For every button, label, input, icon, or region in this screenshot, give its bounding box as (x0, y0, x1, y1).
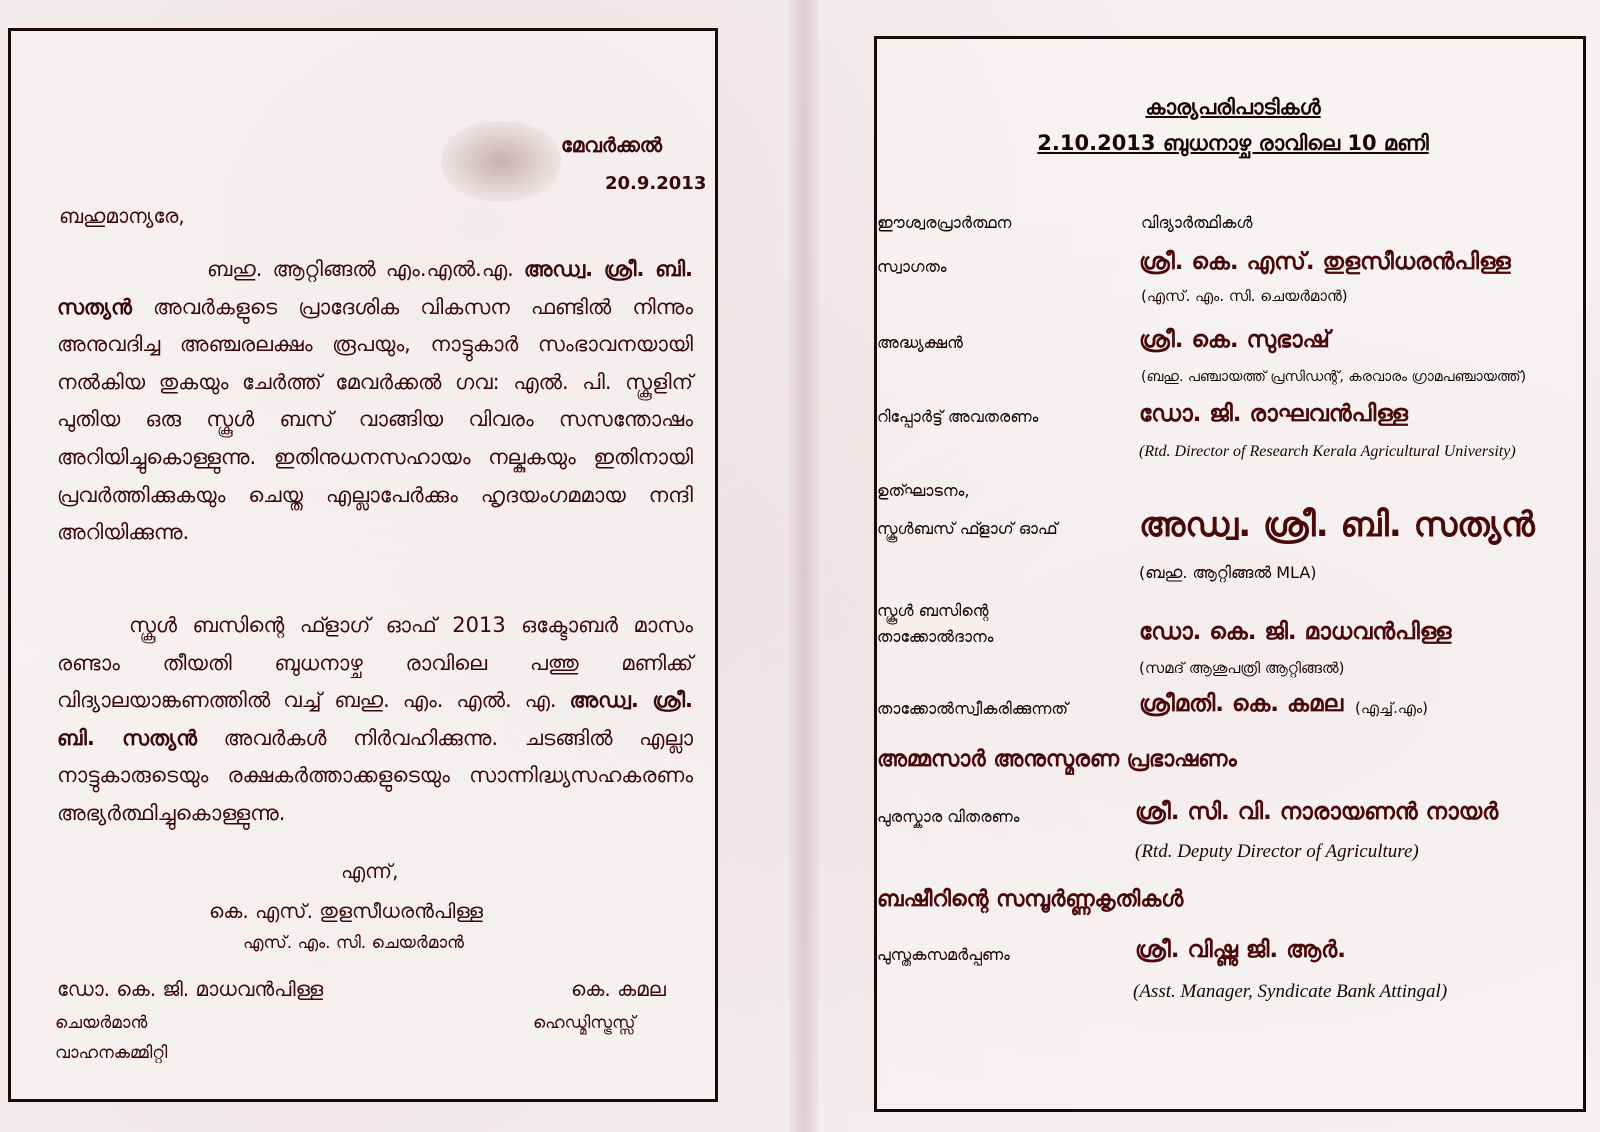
closing: എന്ന്, (341, 859, 399, 883)
program-title: കാര്യപരിപാടികൾ (1145, 95, 1321, 119)
item-value-keyhandover: ഡോ. കെ. ജി. മാധവൻപിള്ള (1139, 619, 1452, 645)
item-label-report: റിപ്പോർട്ട് അവതരണം (877, 407, 1039, 426)
item-label-prayer: ഈശ്വരപ്രാർത്ഥന (877, 213, 1012, 232)
para2-text-start: സ്കൂൾ ബസിന്റെ ഫ്ളാഗ് ഓഫ് 2013 ഒക്ടോബർ മാസം രണ്ടാം തീയതി ബുധനാഴ്ച രാവിലെ പത്തു മണിക്ക് വിദ്യാലയാങ്കണത്തിൽ വച്ച് ബഹു. എം. എൽ. എ. (57, 613, 693, 713)
program-panel (874, 36, 1586, 1112)
item-note-keyreceive: (എച്ച്.എം) (1355, 699, 1429, 717)
para1-text-start: ബഹു. ആറ്റിങ്ങൽ എം.എൽ.എ. (207, 257, 524, 281)
item-note-inauguration: (ബഹു. ആറ്റിങ്ങൽ MLA) (1139, 563, 1317, 582)
letter-paragraph-2 (57, 607, 693, 833)
letter-panel (8, 28, 718, 1102)
signer2-name: ഡോ. കെ. ജി. മാധവൻപിള്ള (57, 977, 324, 1001)
item-label-inauguration: ഉത്ഘാടനം, (877, 481, 970, 500)
item-value-keyreceive: ശ്രീമതി. കെ. കമല (1139, 691, 1344, 717)
item-value-book-dedication: ശ്രീ. വിഷ്ണു ജി. ആർ. (1135, 937, 1346, 963)
para1-mla-name: അഡ്വ. ശ്രീ. ബി. സത്യൻ (57, 257, 693, 319)
item-note-keyhandover: (സമദ് ആശുപത്രി ആറ്റിങ്ങൽ) (1139, 659, 1345, 677)
signer3-name: കെ. കമല (571, 977, 666, 1001)
program-subtitle: 2.10.2013 ബുധനാഴ്ച രാവിലെ 10 മണി (1037, 131, 1429, 155)
signer2-role: ചെയർമാൻ (55, 1013, 148, 1033)
item-value-welcome: ശ്രീ. കെ. എസ്. തുളസീധരൻപിള്ള (1139, 249, 1511, 275)
item-label-welcome: സ്വാഗതം (877, 257, 947, 276)
para2-mla-name: അഡ്വ. ശ്രീ. ബി. സത്യൻ (57, 688, 693, 750)
section-heading-basheer-works: ബഷീറിന്റെ സമ്പൂർണ്ണകൃതികൾ (877, 887, 1184, 912)
item-label-keyhandover-2: താക്കോൽദാനം (877, 627, 994, 646)
item-label-flagoff: സ്കൂൾബസ് ഫ്ളാഗ് ഓഫ് (877, 519, 1058, 538)
item-note-report: (Rtd. Director of Research Kerala Agricultural University) (1139, 443, 1516, 460)
item-value-award: ശ്രീ. സി. വി. നാരായണൻ നായർ (1135, 799, 1499, 825)
para1-text-end: അവർകളുടെ പ്രാദേശിക വികസന ഫണ്ടിൽ നിന്നും അനുവദിച്ച അഞ്ചരലക്ഷം രൂപയും, നാട്ടുകാർ സംഭാവനയായി നൽകിയ തുകയും ചേർത്ത് മേവർക്കൽ ഗവ: എൽ. പി. സ്കൂളിന് പുതിയ ഒരു സ്കൂൾ ബസ് വാങ്ങിയ വിവരം സസന്തോഷം അറിയിച്ചുകൊള്ളുന്നു. ഇതിനുധനസഹായം നല്കുകയും ഇതിനായി പ്രവർത്തിക്കുകയും ചെയ്ത എല്ലാപേർക്കും ഹൃദയംഗമമായ നന്ദി അറിയിക്കുന്നു. (57, 294, 693, 545)
item-label-keyreceive: താക്കോൽസ്വീകരിക്കുന്നത് (877, 699, 1069, 718)
signer2-committee: വാഹനകമ്മിറ്റി (55, 1043, 168, 1063)
signer3-role: ഹെഡ്മിസ്ട്രസ്സ് (533, 1013, 636, 1033)
item-value-prayer: വിദ്യാർത്ഥികൾ (1141, 213, 1253, 232)
item-label-president: അദ്ധ്യക്ഷൻ (877, 333, 963, 352)
item-value-report: ഡോ. ജി. രാഘവൻപിള്ള (1139, 401, 1408, 427)
item-label-award: പുരസ്കാര വിതരണം (877, 807, 1020, 826)
section-heading-memorial-speech: അമ്മസാർ അനുസ്മരണ പ്രഭാഷണം (877, 747, 1237, 772)
page-fold (790, 0, 818, 1132)
item-note-award: (Rtd. Deputy Director of Agriculture) (1135, 841, 1419, 862)
school-logo-stamp (441, 121, 561, 201)
item-label-keyhandover-1: സ്കൂൾ ബസിന്റെ (877, 601, 989, 620)
item-note-president: (ബഹു. പഞ്ചായത്ത് പ്രസിഡന്റ്, കരവാരം ഗ്രാമപഞ്ചായത്ത്) (1141, 369, 1527, 385)
item-value-president: ശ്രീ. കെ. സുഭാഷ് (1139, 327, 1330, 353)
signer1-name: കെ. എസ്. തുളസീധരൻപിള്ള (209, 899, 483, 923)
para2-text-end: അവർകൾ നിർവഹിക്കുന്നു. ചടങ്ങിൽ എല്ലാ നാട്ടുകാരുടെയും രക്ഷകർത്താക്കളുടെയും സാന്നിദ്ധ്യസഹകരണം അഭ്യർത്ഥിച്ചുകൊള്ളുന്നു. (57, 725, 694, 825)
item-label-book-dedication: പുസ്തകസമർപ്പണം (877, 945, 1010, 964)
letter-place: മേവർക്കൽ (561, 133, 662, 157)
item-note-book-dedication: (Asst. Manager, Syndicate Bank Attingal) (1133, 981, 1448, 1002)
letter-date: 20.9.2013 (605, 173, 707, 194)
letter-paragraph-1 (57, 251, 693, 552)
signer1-role: എസ്. എം. സി. ചെയർമാൻ (243, 933, 464, 953)
item-note-welcome: (എസ്. എം. സി. ചെയർമാൻ) (1141, 287, 1348, 305)
salutation: ബഹുമാന്യരേ, (59, 204, 185, 228)
item-value-inauguration: അഡ്വ. ശ്രീ. ബി. സത്യൻ (1139, 505, 1535, 545)
